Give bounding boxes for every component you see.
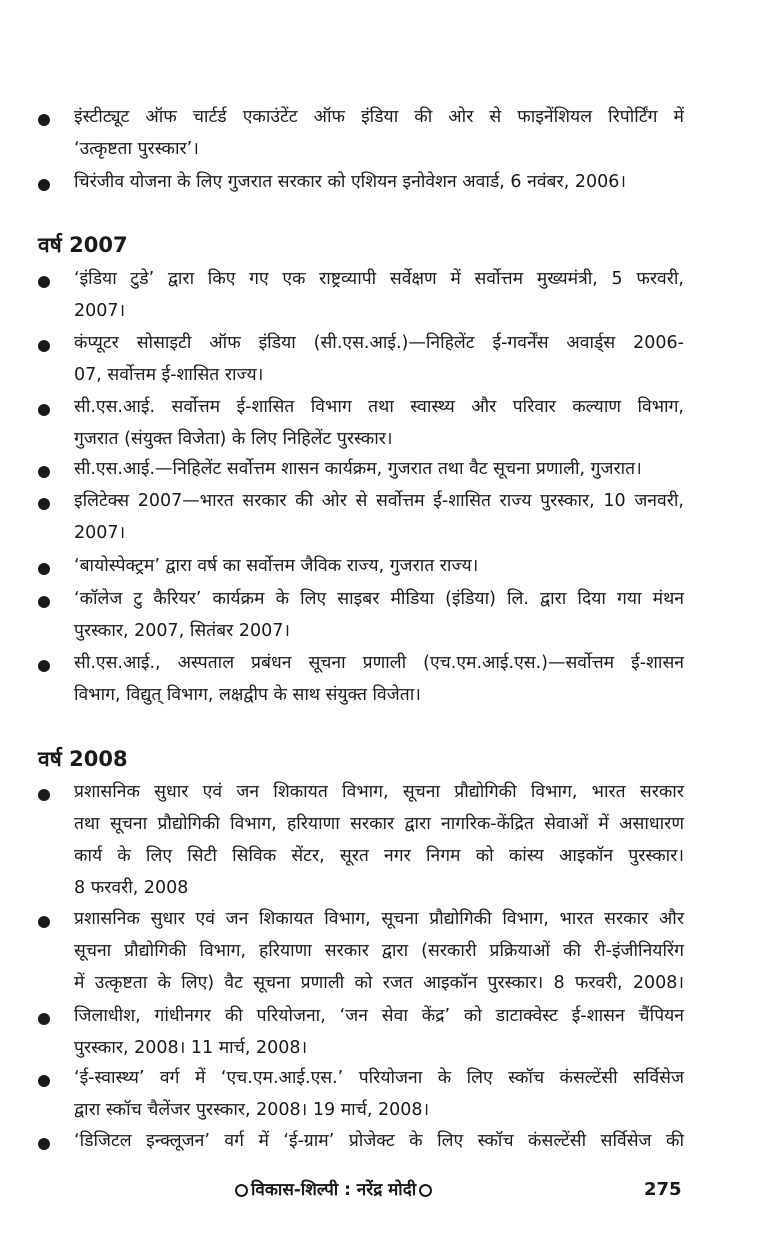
bullet-icon [38,466,50,478]
bullet-icon [38,563,50,575]
page-footer [0,1178,778,1202]
item-line: 8 फरवरी, 2008 [74,878,189,898]
section-heading-2008: वर्ष 2008 [38,747,128,771]
item-line: सूचना प्रौद्योगिकी विभाग, हरियाणा सरकार द्वारा (सरकारी प्रक्रियाओं की री-इंजीनियरिंग [74,941,684,961]
item-line: इलिटेक्स 2007—भारत सरकार की ओर से सर्वोत्तम ई-शासित राज्य पुरस्कार, 10 जनवरी, [74,491,684,511]
item-line: सी.एस.आई.—निहिलेंट सर्वोत्तम शासन कार्यक्रम, गुजरात तथा वैट सूचना प्रणाली, गुजरात। [74,459,642,479]
item-line: 2007। [74,301,126,321]
bullet-icon [38,1138,50,1150]
item-line: में उत्कृष्टता के लिए) वैट सूचना प्रणाली को रजत आइकॉन पुरस्कार। 8 फरवरी, 2008। [74,973,684,993]
item-line: ‘ई-स्वास्थ्य’ वर्ग में ‘एच.एम.आई.एस.’ परियोजना के लिए स्कॉच कंसल्टेंसी सर्विसेज [74,1068,684,1088]
item-line: प्रशासनिक सुधार एवं जन शिकायत विभाग, सूचना प्रौद्योगिकी विभाग, भारत सरकार [74,782,684,802]
item-line: तथा सूचना प्रौद्योगिकी विभाग, हरियाणा सरकार द्वारा नागरिक-केंद्रित सेवाओं में असाधारण [74,814,684,834]
item-line: सी.एस.आई. सर्वोत्तम ई-शासित विभाग तथा स्वास्थ्य और परिवार कल्याण विभाग, [74,397,684,417]
item-line: चिरंजीव योजना के लिए गुजरात सरकार को एशियन इनोवेशन अवार्ड, 6 नवंबर, 2006। [74,172,626,192]
circle-ornament-icon [235,1184,248,1197]
bullet-icon [38,660,50,672]
item-line: द्वारा स्कॉच चैलेंजर पुरस्कार, 2008। 19 मार्च, 2008। [74,1100,430,1120]
bullet-icon [38,179,50,191]
item-line: प्रशासनिक सुधार एवं जन शिकायत विभाग, सूचना प्रौद्योगिकी विभाग, भारत सरकार और [74,909,684,929]
bullet-icon [38,498,50,510]
running-footer [232,1178,488,1202]
bullet-icon [38,404,50,416]
item-line: इंस्टीट्यूट ऑफ चार्टर्ड एकाउंटेंट ऑफ इंडिया की ओर से फाइनेंशियल रिपोर्टिंग में [74,107,684,127]
item-line: 07, सर्वोत्तम ई-शासित राज्य। [74,365,264,385]
bullet-icon [38,114,50,126]
item-line: सी.एस.आई., अस्पताल प्रबंधन सूचना प्रणाली (एच.एम.आई.एस.)—सर्वोत्तम ई-शासन [74,653,684,673]
item-line: कंप्यूटर सोसाइटी ऑफ इंडिया (सी.एस.आई.)—निहिलेंट ई-गवर्नेंस अवार्ड्स 2006- [74,333,684,353]
item-line: ‘बायोस्पेक्ट्रम’ द्वारा वर्ष का सर्वोत्तम जैविक राज्य, गुजरात राज्य। [74,556,479,576]
bullet-icon [38,340,50,352]
section-heading-2007: वर्ष 2007 [38,233,128,257]
item-line: ‘उत्कृष्टता पुरस्कार’। [74,139,199,159]
item-line: पुरस्कार, 2008। 11 मार्च, 2008। [74,1038,308,1058]
item-line: ‘डिजिटल इन्क्लूजन’ वर्ग में ‘ई-ग्राम’ प्रोजेक्ट के लिए स्कॉच कंसल्टेंसी सर्विसेज की [74,1131,684,1151]
bullet-icon [38,1013,50,1025]
item-line: जिलाधीश, गांधीनगर की परियोजना, ‘जन सेवा केंद्र’ को डाटाक्वेस्ट ई-शासन चैंपियन [74,1006,684,1026]
item-line: पुरस्कार, 2007, सितंबर 2007। [74,621,291,641]
bullet-icon [38,596,50,608]
item-line: गुजरात (संयुक्त विजेता) के लिए निहिलेंट पुरस्कार। [74,429,393,449]
page-number: 275 [644,1179,682,1200]
item-line: विभाग, विद्युत् विभाग, लक्षद्वीप के साथ संयुक्त विजेता। [74,685,421,705]
item-line: ‘कॉलेज टु कैरियर’ कार्यक्रम के लिए साइबर मीडिया (इंडिया) लि. द्वारा दिया गया मंथन [74,589,684,609]
circle-ornament-icon [419,1184,432,1197]
item-line: 2007। [74,523,126,543]
book-title: विकास-शिल्पी : नरेंद्र मोदी [251,1180,417,1200]
bullet-icon [38,789,50,801]
bullet-icon [38,916,50,928]
item-line: कार्य के लिए सिटी सिविक सेंटर, सूरत नगर निगम को कांस्य आइकॉन पुरस्कार। [74,846,684,866]
bullet-icon [38,276,50,288]
bullet-icon [38,1075,50,1087]
item-line: ‘इंडिया टुडे’ द्वारा किए गए एक राष्ट्रव्यापी सर्वेक्षण में सर्वोत्तम मुख्यमंत्री, 5 फरवरी, [74,269,684,289]
